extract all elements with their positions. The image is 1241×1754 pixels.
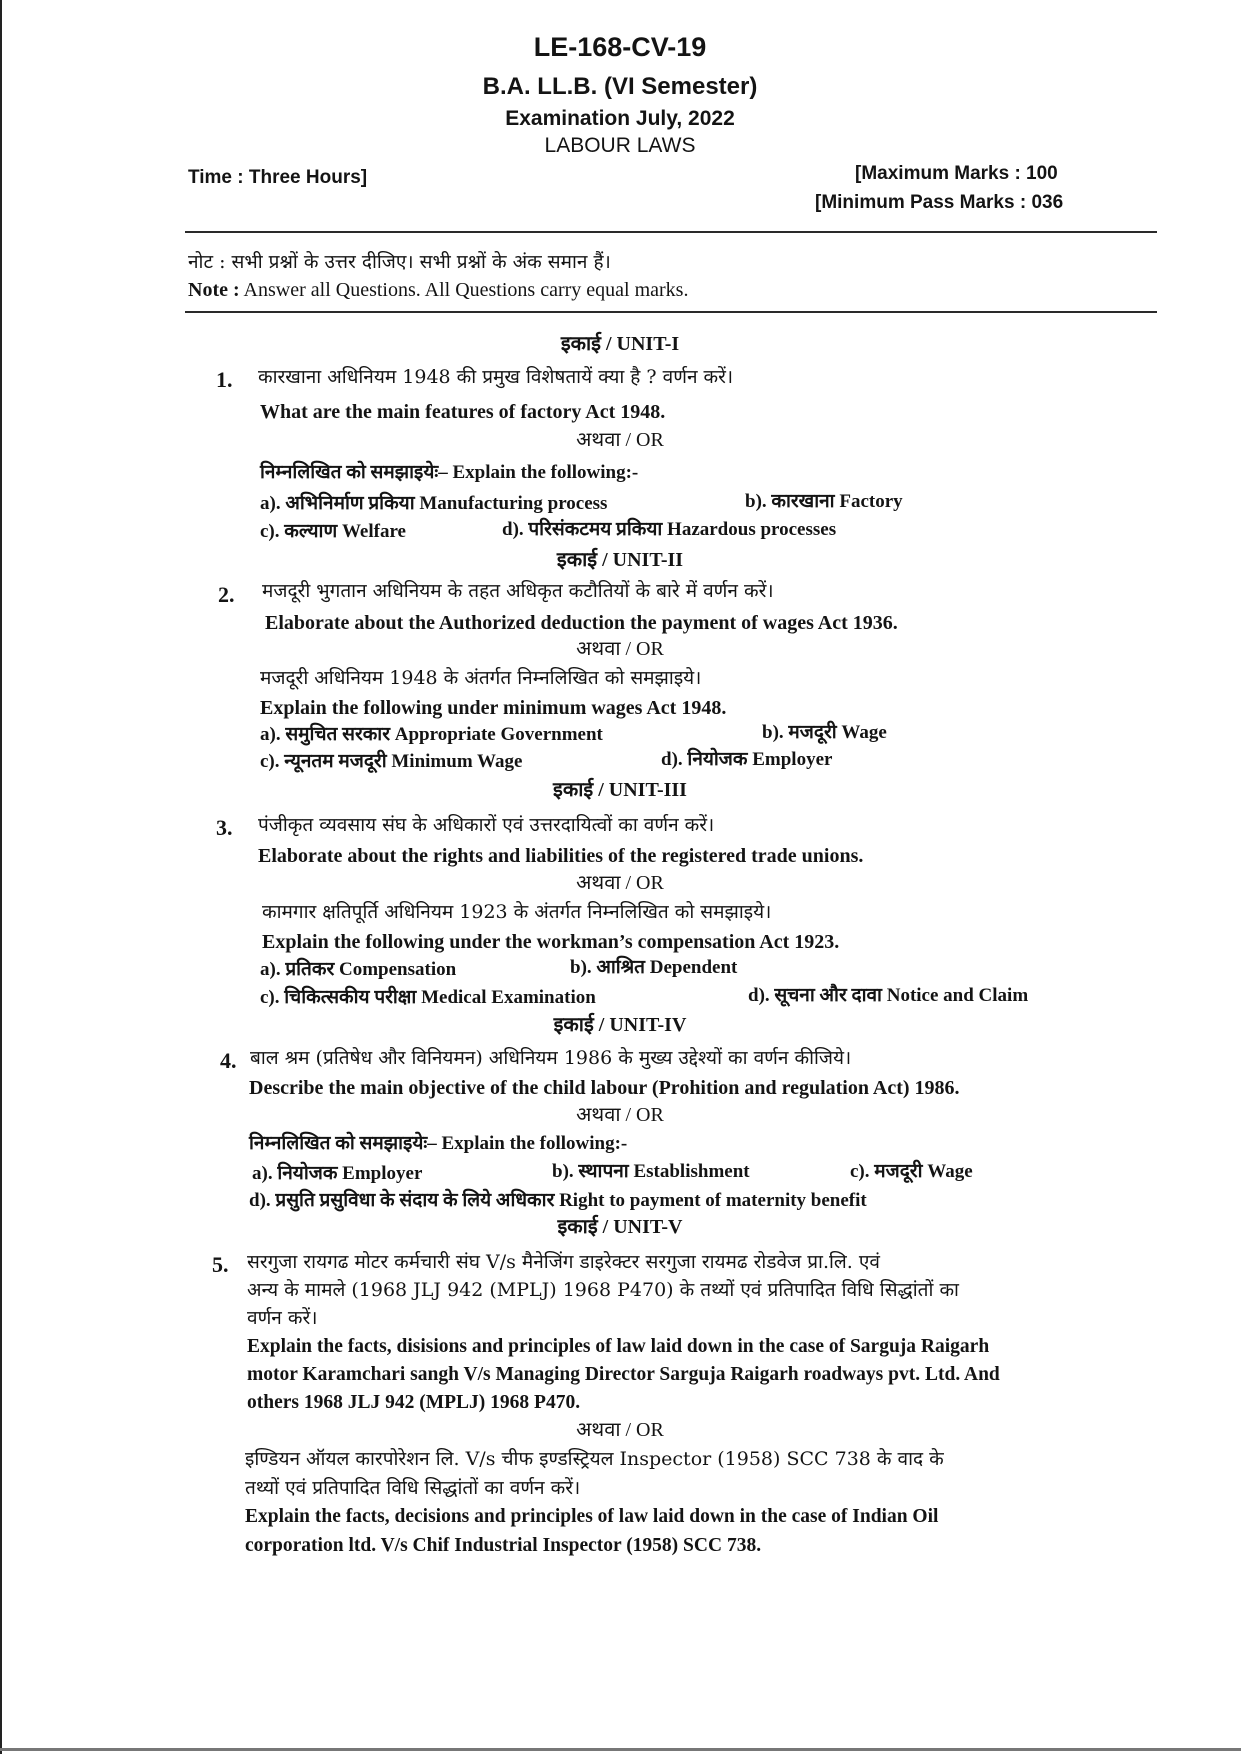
note-divider: [185, 311, 1157, 313]
scan-edge-bottom: [0, 1748, 1241, 1751]
part-c: c). न्यूनतम मजदूरी Minimum Wage: [260, 751, 523, 772]
alternative-intro: निम्नलिखित को समझाइयेः– Explain the following:-: [260, 462, 639, 483]
course-title: B.A. LL.B. (VI Semester): [482, 73, 758, 100]
header-divider: [185, 231, 1157, 233]
part-b: b). मजदूरी Wage: [762, 722, 887, 743]
part-d: d). नियोजक Employer: [661, 749, 833, 770]
note-text: Answer all Questions. All Questions carry equal marks.: [243, 279, 689, 301]
unit-heading: इकाई / UNIT-II: [556, 549, 684, 571]
question-english: What are the main features of factory Act 1948.: [260, 401, 666, 423]
exam-session: Examination July, 2022: [505, 107, 735, 130]
alternative-intro: निम्नलिखित को समझाइयेः– Explain the following:-: [249, 1133, 628, 1154]
question-hindi: कारखाना अधिनियम 1948 की प्रमुख विशेषतायें क्या है ? वर्णन करें।: [258, 366, 734, 388]
question-english-line: Explain the facts, disisions and principles of law laid down in the case of Sarguja Raigarh: [247, 1336, 990, 1357]
question-english-line: motor Karamchari sangh V/s Managing Director Sarguja Raigarh roadways pvt. Ltd. And: [247, 1364, 1000, 1385]
or-separator: अथवा / OR: [576, 872, 664, 894]
unit-heading: इकाई / UNIT-IV: [553, 1014, 687, 1036]
part-b: b). कारखाना Factory: [745, 491, 903, 512]
unit-heading: इकाई / UNIT-V: [557, 1216, 683, 1238]
question-number: 1.: [216, 367, 233, 392]
part-d: d). सूचना और दावा Notice and Claim: [748, 985, 1029, 1006]
question-english: Elaborate about the rights and liabilities of the registered trade unions.: [258, 845, 864, 867]
question-hindi: पंजीकृत व्यवसाय संघ के अधिकारों एवं उत्तरदायित्वों का वर्णन करें।: [258, 814, 715, 836]
part-a: a). नियोजक Employer: [252, 1163, 423, 1184]
or-separator: अथवा / OR: [576, 638, 664, 660]
question-number: 5.: [212, 1252, 229, 1277]
part-d: d). परिसंकटमय प्रकिया Hazardous processes: [502, 519, 837, 540]
part-c: c). कल्याण Welfare: [260, 521, 406, 542]
part-c: c). चिकित्सकीय परीक्षा Medical Examination: [260, 987, 596, 1008]
scan-edge-left: [0, 0, 2, 1754]
or-separator: अथवा / OR: [576, 1104, 664, 1126]
alternative-hindi: कामगार क्षतिपूर्ति अधिनियम 1923 के अंतर्गत निम्नलिखित को समझाइये।: [262, 901, 772, 923]
part-a: a). प्रतिकर Compensation: [260, 959, 457, 980]
alternative-english-line: Explain the facts, decisions and principles of law laid down in the case of Indian Oil: [245, 1506, 939, 1527]
subject-title: LABOUR LAWS: [544, 134, 696, 157]
part-b: b). आश्रित Dependent: [570, 957, 738, 978]
question-hindi: मजदूरी भुगतान अधिनियम के तहत अधिकृत कटौतियों के बारे में वर्णन करें।: [262, 580, 774, 602]
alternative-hindi-line: इण्डियन ऑयल कारपोरेशन लि. V/s चीफ इण्डस्ट्रियल Inspector (1958) SCC 738 के वाद के: [245, 1448, 944, 1470]
note-english: [188, 277, 688, 303]
part-c: c). मजदूरी Wage: [850, 1161, 973, 1182]
alternative-hindi: मजदूरी अधिनियम 1948 के अंतर्गत निम्नलिखित को समझाइये।: [260, 667, 702, 689]
alternative-hindi-line: तथ्यों एवं प्रतिपादित विधि सिद्धांतों का वर्णन करें।: [245, 1477, 581, 1499]
part-b: b). स्थापना Establishment: [552, 1161, 750, 1182]
unit-heading: इकाई / UNIT-III: [553, 779, 687, 801]
alternative-english: Explain the following under minimum wages Act 1948.: [260, 697, 727, 719]
question-hindi-line: वर्णन करें।: [247, 1307, 318, 1329]
question-hindi: बाल श्रम (प्रतिषेध और विनियमन) अधिनियम 1986 के मुख्य उद्देश्यों का वर्णन कीजिये।: [250, 1047, 852, 1069]
part-a: a). अभिनिर्माण प्रकिया Manufacturing process: [260, 493, 608, 514]
note-label: Note :: [188, 279, 240, 301]
maximum-marks: [Maximum Marks : 100: [855, 163, 1058, 184]
part-d: d). प्रसुति प्रसुविधा के संदाय के लिये अधिकार Right to payment of maternity benefit: [249, 1190, 867, 1211]
note-hindi: नोट : सभी प्रश्नों के उत्तर दीजिए। सभी प्रश्नों के अंक समान हैं।: [188, 251, 611, 273]
or-separator: अथवा / OR: [576, 429, 664, 451]
question-english: Describe the main objective of the child labour (Prohition and regulation Act) 1986.: [249, 1077, 960, 1099]
alternative-english: Explain the following under the workman’s compensation Act 1923.: [262, 931, 840, 953]
or-separator: अथवा / OR: [576, 1419, 664, 1441]
alternative-english-line: corporation ltd. V/s Chif Industrial Inspector (1958) SCC 738.: [245, 1535, 762, 1556]
question-hindi-line: अन्य के मामले (1968 JLJ 942 (MPLJ) 1968 P470) के तथ्यों एवं प्रतिपादित विधि सिद्धांतों का: [247, 1279, 959, 1301]
unit-heading: इकाई / UNIT-I: [560, 333, 680, 355]
question-english: Elaborate about the Authorized deduction the payment of wages Act 1936.: [265, 612, 898, 634]
question-english-line: others 1968 JLJ 942 (MPLJ) 1968 P470.: [247, 1392, 581, 1413]
part-a: a). समुचित सरकार Appropriate Government: [260, 724, 603, 745]
question-hindi-line: सरगुजा रायगढ मोटर कर्मचारी संघ V/s मैनेजिंग डाइरेक्टर सरगुजा रायमढ रोडवेज प्रा.लि. एवं: [247, 1251, 880, 1273]
paper-code: LE-168-CV-19: [533, 32, 707, 62]
minimum-pass-marks: [Minimum Pass Marks : 036: [815, 192, 1064, 213]
question-number: 2.: [218, 582, 235, 607]
question-number: 3.: [216, 815, 233, 840]
question-number: 4.: [220, 1048, 237, 1073]
time-allowed: Time : Three Hours]: [188, 167, 368, 188]
